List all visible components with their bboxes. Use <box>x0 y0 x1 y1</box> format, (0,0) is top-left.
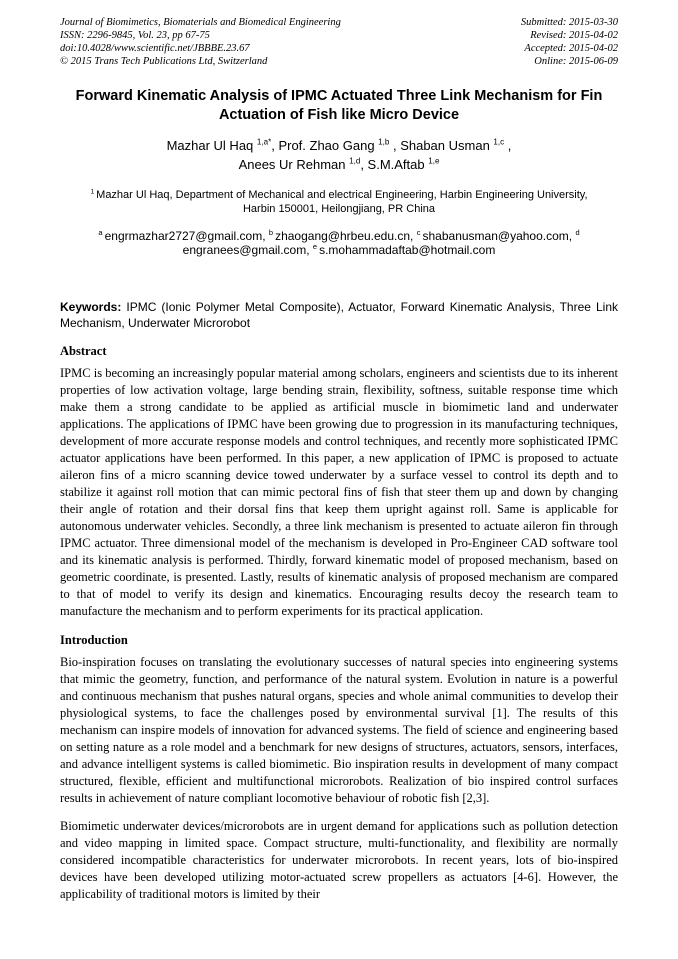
accepted-date: Accepted: 2015-04-02 <box>524 43 618 54</box>
copyright-line: © 2015 Trans Tech Publications Ltd, Switzerland <box>60 56 268 67</box>
introduction-heading: Introduction <box>60 633 128 647</box>
journal-header <box>60 16 618 68</box>
authors-line-2: Anees Ur Rehman $^{1,d}$, S.M.Aftab $^{1,e}$ <box>238 156 440 172</box>
intro-paragraph-2: Biomimetic underwater devices/microrobots are in urgent demand for applications such as pollution detection and video mapping in limited space. Compact structure, multi-functionality, and flexibility are normally considered incompatible characteristics for underwater microrobots. In recent years, lots of bio-inspired devices have been developed utilizing motor-actuated screw propellers as actuators [4-6]. However, the applicability of traditional motors is limited by their <box>60 819 618 901</box>
affiliation: $^1$ Mazhar Ul Haq, Department of Mechanical and electrical Engineering, Harbin Engineering University, Harbin 150001, Heilongjiang, PR China <box>90 188 588 215</box>
intro-paragraph-1: Bio-inspiration focuses on translating the evolutionary successes of natural species into engineering systems that mimic the geometry, function, and performance of the natural system. Evolution in nature is a powerful and continuous mechanism that pushes natural organs, species and whole animal communities to develop their physiological systems, to face the challenges posed by environmental survival [1]. The results of this mechanism can inspire models of innovation for advanced systems. The field of science and engineering based on setting nature as a role model and a benchmark for new designs of structures, actuators, sensors, interfaces, and advance intelligent systems is called biomimetic. Bio inspiration results in development of many compact structured, flexible, efficient and multifunctional microrobots. Realization of bio inspired control surfaces results in achievement of nature compliant locomotive behaviour of robotic fish [2,3]. <box>60 655 618 805</box>
author-emails: $^a$ engrmazhar2727@gmail.com, $^b$ zhaogang@hrbeu.edu.cn, $^c$ shabanusman@yahoo.com, $^d$ engranees@gmail.com, $^e$ s.mohammadaftab@hotmail.com <box>98 228 580 257</box>
abstract-text: IPMC is becoming an increasingly popular material among scholars, engineers and scientists due to its inherent properties of low activation voltage, large bending strain, flexibility, softness, suitable response time which make them a strong candidate to be applied as artificial muscle in biomimetic land and underwater applications. The applications of IPMC have been growing due to progression in its manufacturing techniques, development of more accurate response models and control techniques, and recently more sophisticated IPMC actuator applications have been performed. In this paper, a new application of IPMC is proposed to actuate aileron fins of a micro scanning device towed underwater by a surface vessel to control its depth and to stabilize it against roll motion that can mimic pectoral fins of fish that steer them up and down by changing their angle of rotation and their dorsal fins that keep them upright against roll. Same is applicable for autonomous underwater vehicles. Secondly, a three link mechanism is presented to actuate aileron fin through IPMC actuator. Three dimensional model of the mechanism is developed in Pro-Engineer CAD software tool and its kinematic analysis is performed. Thirdly, forward kinematic model of proposed mechanism, based on geometric coordinate, is presented. Lastly, results of kinematic analysis of proposed mechanism are compared to that of model to verify its design and kinematics. Encouraging results decoy the research team to manufacture the mechanism and to perform experiments for its practical application. <box>60 366 618 618</box>
submission-dates <box>521 16 618 68</box>
submitted-date: Submitted: 2015-03-30 <box>520 17 618 28</box>
keywords-section <box>60 299 618 331</box>
issn-volume-line: ISSN: 2296-9845, Vol. 23, pp 67-75 <box>60 30 210 41</box>
journal-info <box>60 16 341 68</box>
keywords-text: IPMC (Ionic Polymer Metal Composite), Actuator, Forward Kinematic Analysis, Three Link Mechanism, Underwater Microrobot <box>60 300 618 330</box>
online-date: Online: 2015-06-09 <box>534 56 618 67</box>
paper-title: Forward Kinematic Analysis of IPMC Actuated Three Link Mechanism for Fin Actuation of Fish like Micro Device <box>75 88 603 123</box>
journal-title: Journal of Biomimetics, Biomaterials and Biomedical Engineering <box>60 17 341 28</box>
authors-line-1: Mazhar Ul Haq $^{1,a*}$, Prof. Zhao Gang $^{1,b}$ , Shaban Usman $^{1,c}$ , <box>166 137 512 153</box>
abstract-heading: Abstract <box>60 344 107 358</box>
keywords-label: Keywords: <box>60 300 122 314</box>
authors-block <box>60 136 618 174</box>
doi-line: doi:10.4028/www.scientific.net/JBBBE.23.67 <box>60 43 250 54</box>
revised-date: Revised: 2015-04-02 <box>530 30 618 41</box>
